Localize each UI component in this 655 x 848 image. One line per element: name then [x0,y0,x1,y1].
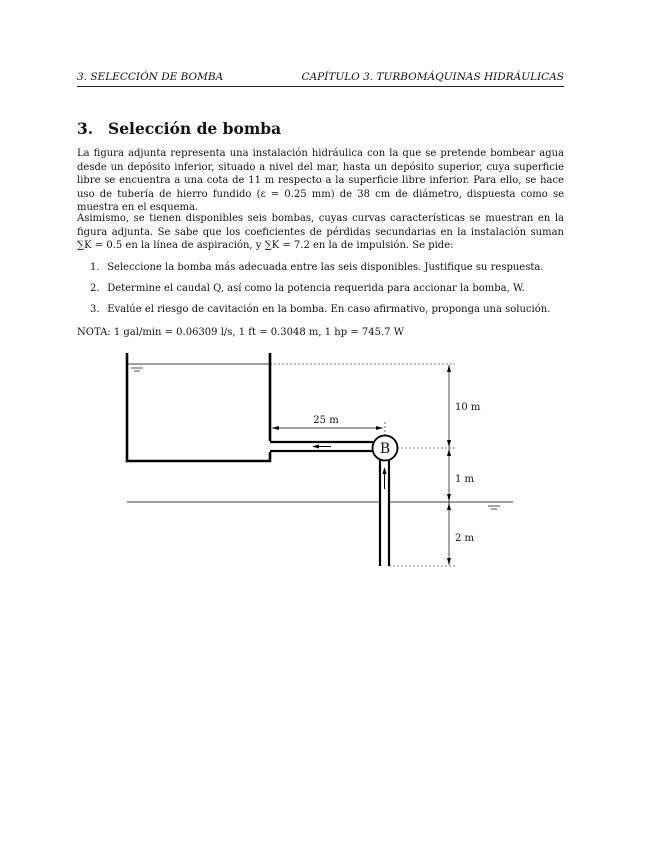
question-text: Seleccione la bomba más adecuada entre las seis disponibles. Justifique su respuesta. [107,262,544,273]
water-level-icon [131,368,143,371]
dimension-vertical [447,365,451,565]
dimension-label-pipe: 25 m [313,415,339,426]
header-chapter: CAPÍTULO 3. TURBOMÁQUINAS HIDRÁULICAS [301,71,564,83]
dimension-label-upper: 10 m [455,402,481,413]
water-level-icon [488,506,500,509]
question-text: Evalúe el riesgo de cavitación en la bomba. En caso afirmativo, proponga una solución. [107,304,551,315]
flow-arrow-up-icon [383,467,387,489]
problem-paragraph-2: Asimismo, se tienen disponibles seis bombas, cuyas curvas características se muestran en la figura adjunta. Se sabe que los coeficientes de pérdidas secundarias en la instalación suman ∑K = 0.5 en la línea de aspiración, y ∑K = 7.2 en la de impulsión. Se pide: [77,213,564,251]
section-number: 3. [77,119,94,138]
problem-paragraph-1: La figura adjunta representa una instalación hidráulica con la que se pretende bombear agua desde un depósito inferior, situado a nivel del mar, hasta un depósito superior, cuya superficie libre se encuentra a una cota de 11 m respecto a la superficie libre inferior. Para ello, se hace uso de tubería de hierro fundido (ε = 0.25 mm) de 38 cm de diámetro, dispuesta como se muestra en el esquema. [77,148,564,213]
question-number: 3. [90,304,100,315]
dimension-label-lower: 2 m [455,533,475,544]
section-title-text: Selección de bomba [108,119,282,138]
pump-label: B [379,441,391,457]
dimension-pipe-length [272,426,383,430]
header-section: 3. SELECCIÓN DE BOMBA [77,71,224,83]
upper-tank-wall [127,353,270,461]
flow-arrow-left-icon [312,445,331,449]
question-number: 1. [90,262,100,273]
dimension-label-middle: 1 m [455,474,475,485]
units-note: NOTA: 1 gal/min = 0.06309 l/s, 1 ft = 0.3048 m, 1 hp = 745.7 W [77,327,404,338]
question-text: Determine el caudal Q, así como la potencia requerida para accionar la bomba, W. [107,283,525,294]
question-number: 2. [90,283,100,294]
